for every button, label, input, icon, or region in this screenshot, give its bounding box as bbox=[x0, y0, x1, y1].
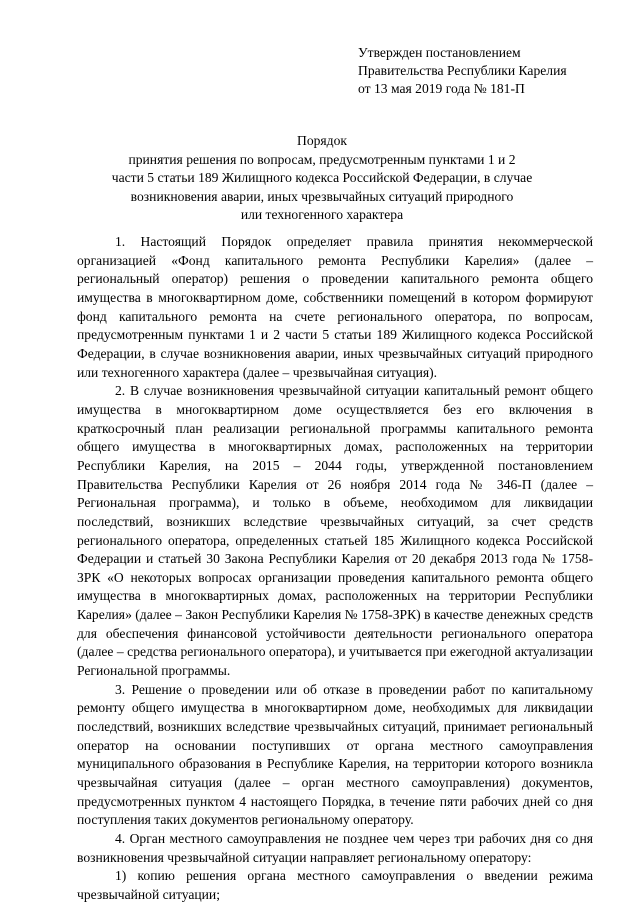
paragraph-1: 1. Настоящий Порядок определяет правила принятия некоммерческой организацией «Фонд капитального ремонта Республики Карелия» (далее – региональный оператор) решения о проведении капитального ремонта общего имущества в многоквартирном доме, собственники помещений в котором формируют фонд капитального ремонта на счете регионального оператора, по вопросам, предусмотренным пунктами 1 и 2 части 5 статьи 189 Жилищного кодекса Российской Федерации, в случае возникновения аварии, иных чрезвычайных ситуаций природного или техногенного характера (далее – чрезвычайная ситуация). bbox=[77, 234, 593, 380]
paragraph-2: 2. В случае возникновения чрезвычайной ситуации капитальный ремонт общего имущества в многоквартирном доме осуществляется без его включения в краткосрочный план реализации региональной программы капитального ремонта общего имущества в многоквартирных домах, расположенных на территории Республики Карелия, на 2015 – 2044 годы, утвержденной постановлением Правительства Республики Карелия от 26 ноября 2014 года № 346-П (далее – Региональная программа), и только в объеме, необходимом для ликвидации последствий, возникших вследствие чрезвычайных ситуаций, за счет средств регионального оператора, определенных статьей 185 Жилищного кодекса Российской Федерации и статьей 30 Закона Республики Карелия от 20 декабря 2013 года № 1758-ЗРК «О некоторых вопросах организации проведения капитального ремонта общего имущества в многоквартирных домах, расположенных на территории Республики Карелия» (далее – Закон Республики Карелия № 1758-ЗРК) в качестве денежных средств для обеспечения финансовой устойчивости деятельности регионального оператора (далее – средства регионального оператора), и учитывается при ежегодной актуализации Региональной программы. bbox=[77, 383, 593, 679]
approval-line: Правительства Республики Карелия bbox=[358, 63, 567, 78]
document-body bbox=[77, 233, 593, 905]
title-line: возникновения аварии, иных чрезвычайных ситуаций природного bbox=[130, 188, 514, 204]
approval-stamp bbox=[358, 44, 618, 98]
title-line: или техногенного характера bbox=[240, 207, 404, 223]
title-line: части 5 статьи 189 Жилищного кодекса Российской Федерации, в случае bbox=[111, 170, 533, 186]
document-title bbox=[72, 132, 572, 225]
approval-line: Утвержден постановлением bbox=[358, 45, 521, 60]
paragraph-4-item-1: 1) копию решения органа местного самоуправления о введении режима чрезвычайной ситуации; bbox=[77, 868, 593, 902]
paragraph-3: 3. Решение о проведении или об отказе в проведении работ по капитальному ремонту общего имущества в многоквартирном доме, необходимых для ликвидации последствий, возникших вследствие чрезвычайных ситуаций, принимает региональный оператор на основании поступивших от органа местного самоуправления муниципального образования в Республике Карелия, на территории которого возникла чрезвычайная ситуация (далее – орган местного самоуправления) документов, предусмотренных пунктом 4 настоящего Порядка, в течение пяти рабочих дней со дня поступления таких документов региональному оператору. bbox=[77, 681, 593, 828]
title-line: Порядок bbox=[297, 133, 347, 148]
paragraph-4: 4. Орган местного самоуправления не позднее чем через три рабочих дня со дня возникновения чрезвычайной ситуации направляет региональному оператору: bbox=[77, 831, 593, 865]
title-line: принятия решения по вопросам, предусмотренным пунктами 1 и 2 bbox=[128, 151, 516, 167]
approval-line: от 13 мая 2019 года № 181-П bbox=[358, 81, 525, 96]
